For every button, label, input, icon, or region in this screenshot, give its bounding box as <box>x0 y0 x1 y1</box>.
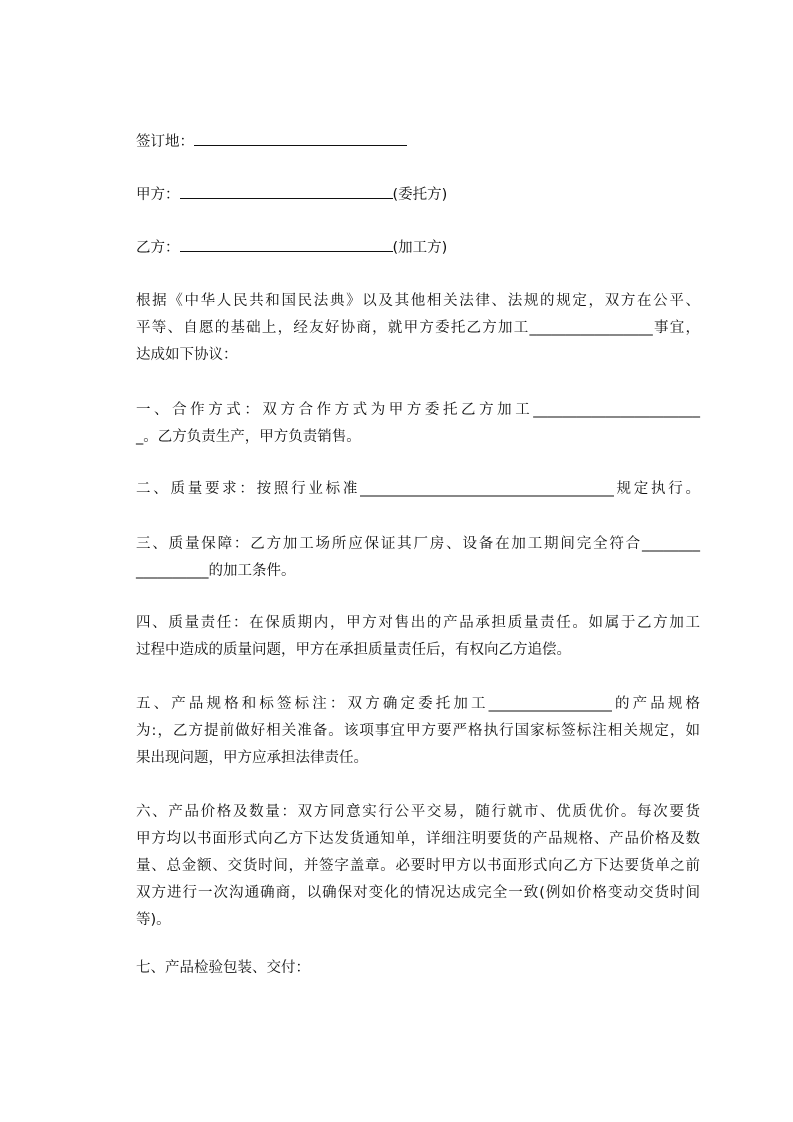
signing-place-blank <box>194 131 407 146</box>
signing-place-label: 签订地： <box>136 134 194 150</box>
party-a-label: 甲方： <box>136 187 180 203</box>
text-line: 平等、自愿的基础上，经友好协商，就甲方委托乙方加工_________________事宜， <box>136 320 700 336</box>
party-a-row <box>136 184 447 205</box>
party-b-row <box>136 237 447 258</box>
text-line: 等)。 <box>136 912 171 928</box>
text-line: 二、质量要求：按照行业标准___________________________________规定执行。 <box>136 481 700 497</box>
text-line: 根据《中华人民共和国民法典》以及其他相关法律、法规的规定，双方在公平、 <box>136 293 700 309</box>
party-a-blank <box>180 184 393 199</box>
text-line: 六、产品价格及数量：双方同意实行公平交易，随行就市、优质优价。每次要货 <box>136 804 700 820</box>
text-line: 五、产品规格和标签标注：双方确定委托加工_________________的产品规格 <box>136 696 700 712</box>
text-line: 为:，乙方提前做好相关准备。该项事宜甲方要严格执行国家标签标注相关规定，如 <box>136 723 700 739</box>
text-line: 三、质量保障：乙方加工场所应保证其厂房、设备在加工期间完全符合________ <box>136 536 700 552</box>
text-line: 一、合作方式：双方合作方式为甲方委托乙方加工_______________________ <box>136 402 700 418</box>
text-line: 过程中造成的质量问题，甲方在承担质量责任后，有权向乙方追偿。 <box>136 642 571 658</box>
party-a-role: (委托方) <box>392 187 448 203</box>
text-line: 双方进行一次沟通确商，以确保对变化的情况达成完全一致(例如价格变动交货时间 <box>136 885 700 901</box>
text-line: 果出现问题，甲方应承担法律责任。 <box>136 750 368 766</box>
signing-place-row <box>136 131 407 152</box>
text-line: 量、总金额、交货时间，并签字盖章。必要时甲方以书面形式向乙方下达要货单之前 <box>136 858 700 874</box>
party-b-label: 乙方： <box>136 240 180 256</box>
text-line: 七、产品检验包装、交付： <box>136 960 310 976</box>
text-line: __________的加工条件。 <box>136 563 296 579</box>
text-line: 甲方均以书面形式向乙方下达发货通知单，详细注明要货的产品规格、产品价格及数 <box>136 831 700 847</box>
text-line: 四、质量责任：在保质期内，甲方对售出的产品承担质量责任。如属于乙方加工 <box>136 615 700 631</box>
party-b-role: (加工方) <box>392 240 448 256</box>
text-line: _。乙方负责生产，甲方负责销售。 <box>136 429 361 445</box>
party-b-blank <box>180 237 393 252</box>
text-line: 达成如下协议： <box>136 347 238 363</box>
